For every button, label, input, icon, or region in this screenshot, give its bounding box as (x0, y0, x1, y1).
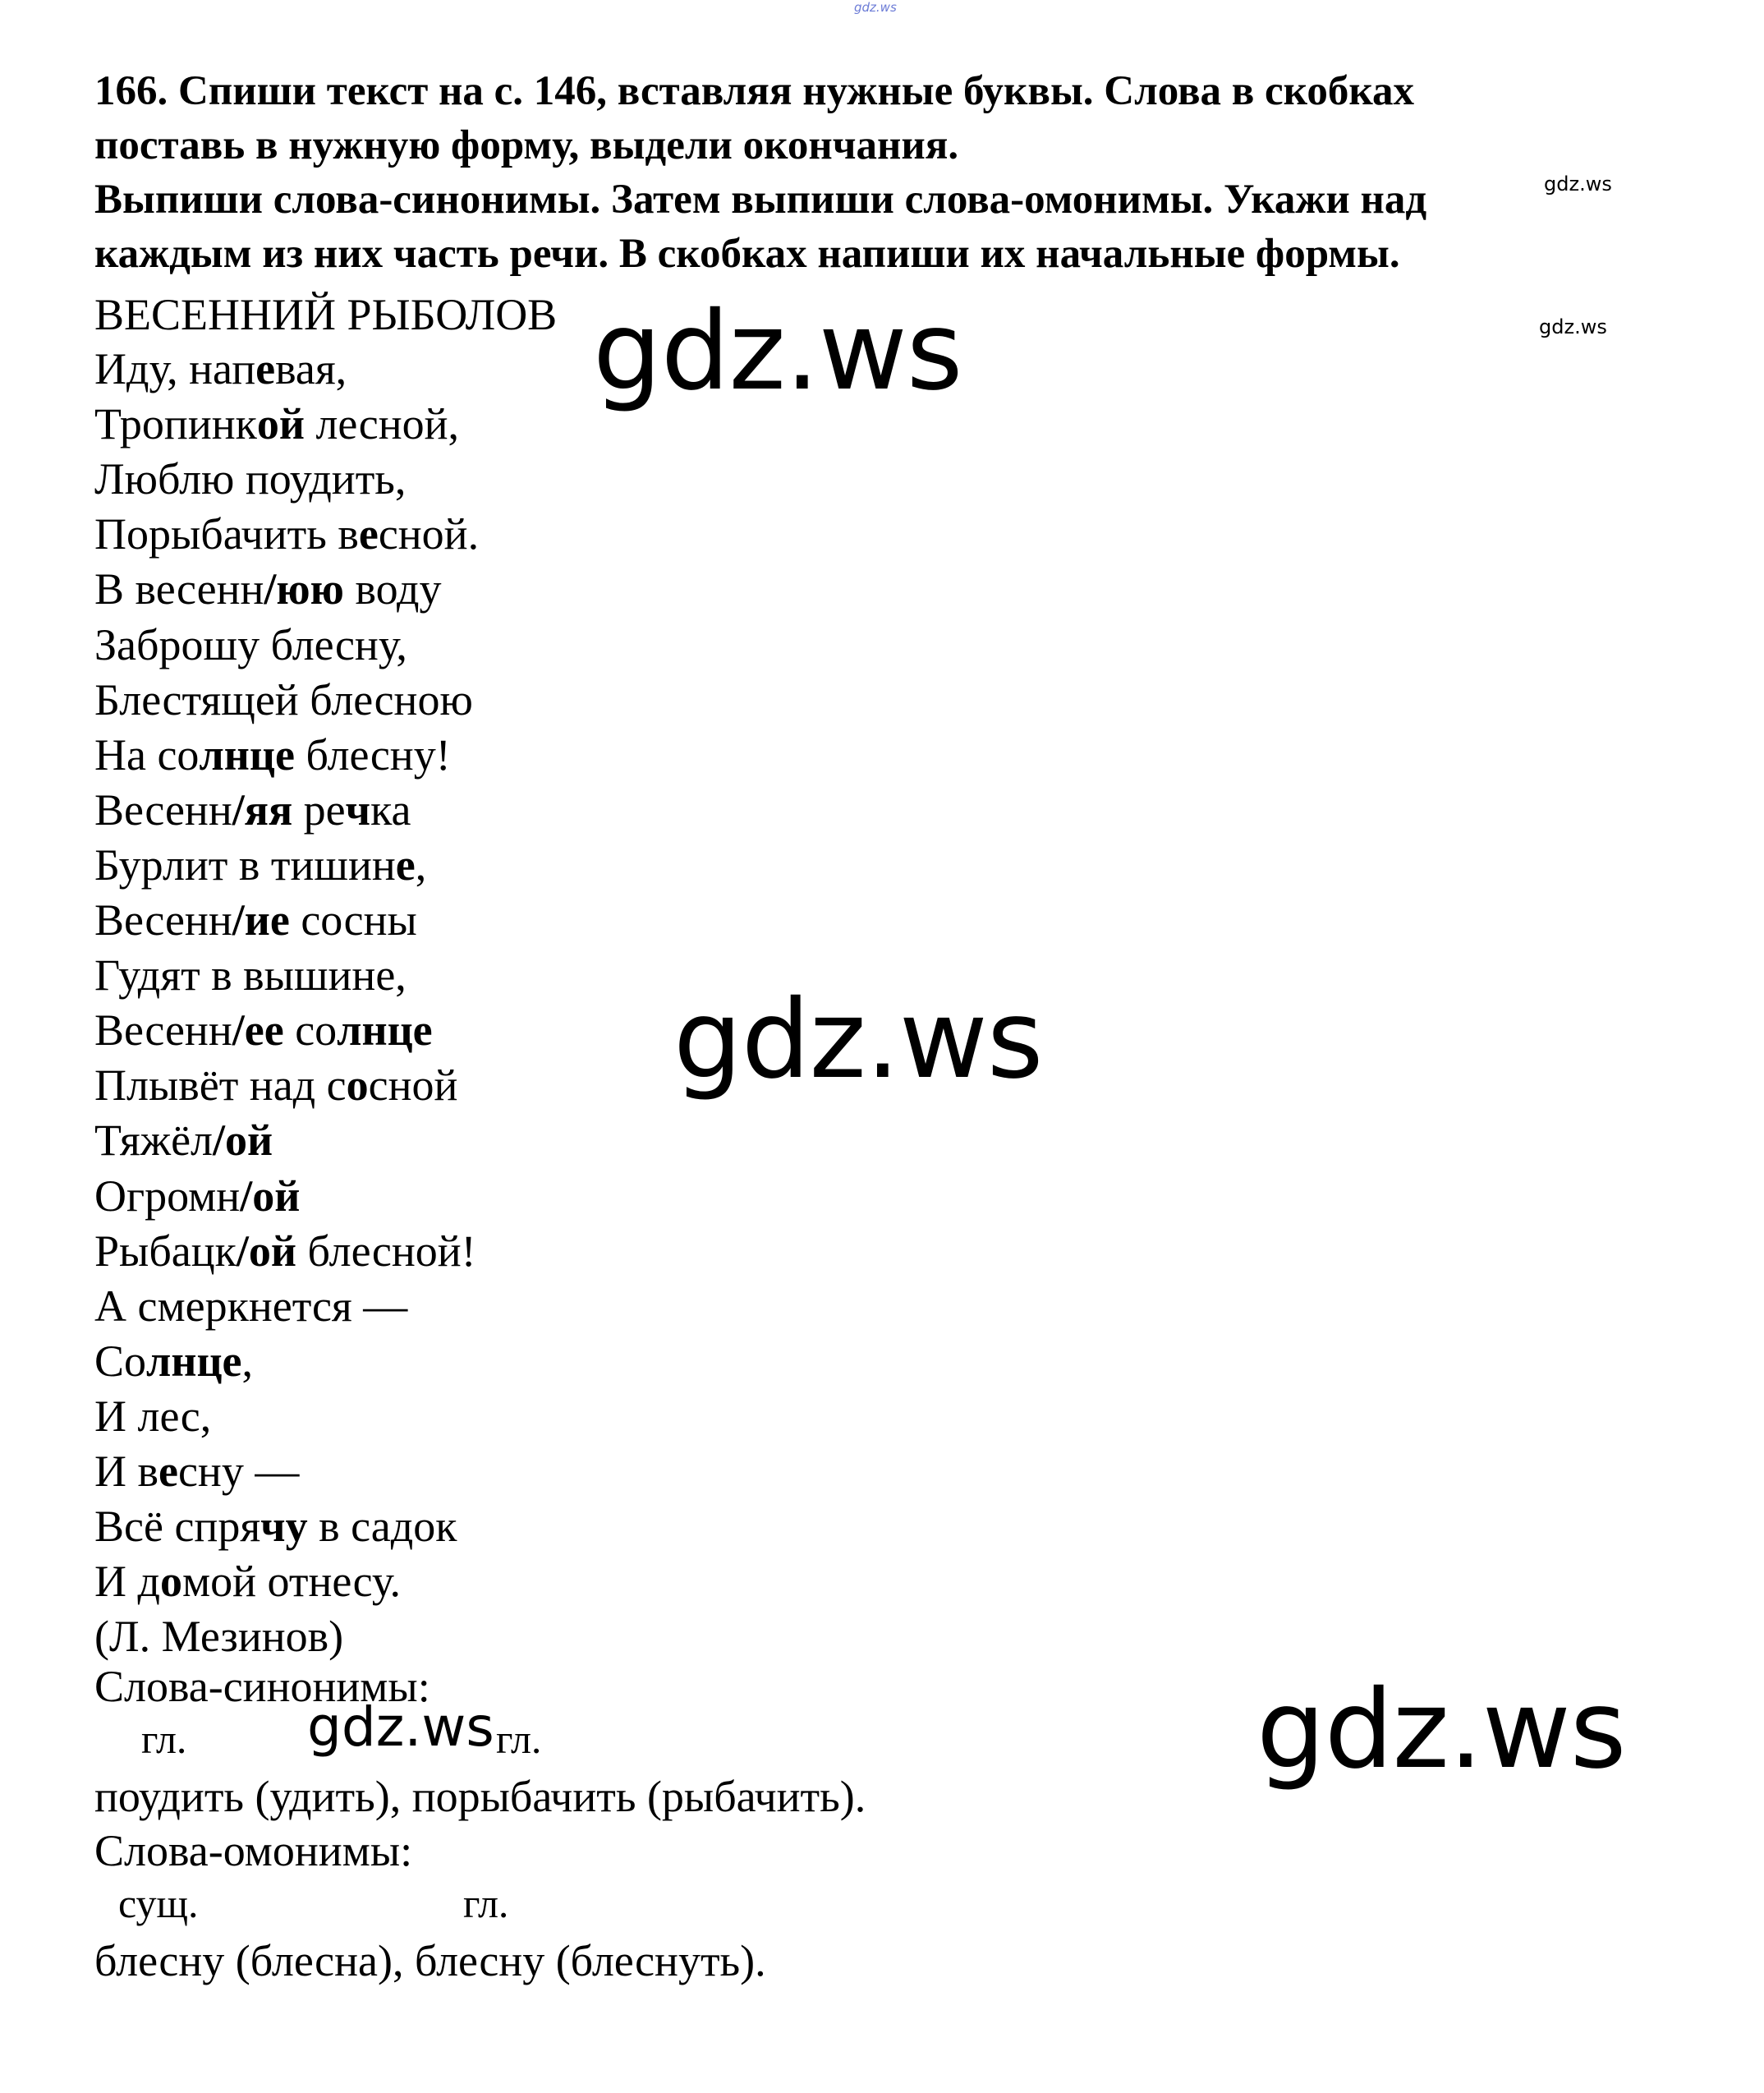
text-segment: лесной, (304, 399, 460, 449)
poem-line (94, 618, 407, 672)
task-line: каждым из них часть речи. В скобках напиши их начальные формы. (94, 231, 1400, 277)
text-segment: И д (94, 1557, 160, 1607)
poem-line (94, 1003, 433, 1057)
part-of-speech-mark: гл. (141, 1716, 187, 1762)
text-segment: Всё спря (94, 1502, 261, 1552)
poem-line (94, 1058, 457, 1112)
highlighted-letters: /ой (236, 1226, 297, 1276)
task-statement (94, 64, 1671, 281)
text-segment: Весенн (94, 1005, 232, 1056)
text-segment: Иду, нап (94, 344, 256, 393)
poem-line (94, 948, 407, 1002)
task-line: 166. Спиши текст на с. 146, вставляя нужные буквы. Слова в скобках (94, 68, 1414, 114)
watermark-small-2: gdz.ws (1539, 315, 1607, 338)
part-of-speech-mark: гл. (496, 1716, 542, 1762)
poem-line (94, 783, 411, 837)
text-segment: со (283, 1005, 338, 1056)
text-segment: В весенн (94, 564, 264, 614)
text-segment: мой отнесу. (181, 1557, 402, 1607)
highlighted-letters: ч (345, 784, 371, 835)
highlighted-letters: /ие (232, 895, 290, 945)
text-segment: Огромн (94, 1171, 241, 1221)
text-segment: (Л. Мезинов) (94, 1612, 344, 1662)
highlighted-letters: о (159, 1557, 182, 1607)
text-segment: Рыбацк (94, 1226, 237, 1276)
text-segment: Плывёт над с (94, 1060, 347, 1111)
text-segment: Гудят в вышине, (94, 950, 407, 1000)
highlighted-letters: ой (256, 399, 305, 449)
highlighted-letters: е (358, 509, 379, 559)
text-segment: вая, (275, 344, 347, 393)
highlighted-letters: /ой (213, 1116, 273, 1166)
highlighted-letters: лнце (199, 729, 295, 780)
synonyms-heading: Слова-синонимы: (94, 1662, 430, 1711)
part-of-speech-mark: гл. (463, 1880, 509, 1926)
highlighted-letters: е (255, 344, 276, 393)
text-segment: блесной! (296, 1226, 476, 1276)
text-segment: в садок (307, 1502, 457, 1552)
watermark-tiny: gdz.ws (854, 0, 897, 15)
part-of-speech-mark: сущ. (118, 1880, 199, 1926)
text-segment: Порыбачить в (94, 509, 359, 559)
poem-line (94, 838, 426, 892)
text-segment: Со (94, 1336, 147, 1386)
poem-line (94, 1113, 273, 1167)
watermark-medium: gdz.ws (307, 1695, 494, 1759)
poem-line (94, 1609, 343, 1663)
text-segment: воду (343, 564, 442, 614)
highlighted-letters: /ой (240, 1171, 301, 1221)
poem-line (94, 452, 406, 506)
poem-line (94, 1499, 457, 1553)
highlighted-letters: е (395, 840, 416, 890)
poem-line (94, 507, 479, 561)
text-segment: Люблю поудить, (94, 454, 407, 504)
poem-line (94, 1334, 253, 1388)
text-segment: сосны (289, 895, 417, 945)
highlighted-letters: лнце (337, 1005, 433, 1056)
highlighted-letters: лнце (146, 1336, 242, 1386)
text-segment: На со (94, 729, 200, 780)
poem-line (94, 1444, 299, 1498)
task-line: Выпиши слова-синонимы. Затем выпиши слова-омонимы. Укажи над (94, 177, 1427, 223)
watermark-large-3: gdz.ws (1256, 1667, 1626, 1793)
text-segment: Заброшу блесну, (94, 619, 407, 669)
text-segment: И в (94, 1447, 158, 1496)
homonyms-answer: блесну (блесна), блесну (блеснуть). (94, 1936, 766, 1985)
poem-line (94, 397, 459, 451)
poem-line (94, 673, 473, 727)
text-segment: ка (370, 784, 411, 835)
text-segment: сной (368, 1060, 458, 1111)
text-segment: Весенн (94, 895, 232, 945)
text-segment: Тяжёл (94, 1116, 213, 1166)
text-segment: , (415, 840, 427, 890)
text-segment: Бурлит в тишин (94, 840, 396, 890)
highlighted-letters: чу (260, 1502, 308, 1552)
watermark-large-1: gdz.ws (593, 288, 962, 415)
text-segment: блесну! (294, 729, 451, 780)
poem-line (94, 1554, 401, 1608)
text-segment: сну — (177, 1447, 300, 1496)
highlighted-letters: о (346, 1060, 369, 1111)
watermark-large-2: gdz.ws (673, 977, 1043, 1103)
poem-line (94, 342, 347, 396)
text-segment: ре (292, 784, 346, 835)
watermark-small-1: gdz.ws (1544, 172, 1612, 196)
highlighted-letters: /яя (232, 784, 293, 835)
text-segment: , (241, 1336, 254, 1386)
poem-line (94, 728, 451, 782)
poem-line (94, 562, 442, 616)
text-segment: И лес, (94, 1391, 212, 1441)
synonyms-answer: поудить (удить), порыбачить (рыбачить). (94, 1772, 866, 1821)
poem-line (94, 893, 417, 947)
text-segment: А смеркнется — (94, 1281, 408, 1331)
poem-line (94, 1279, 407, 1333)
highlighted-letters: е (158, 1447, 178, 1496)
homonyms-heading: Слова-омонимы: (94, 1826, 413, 1875)
poem-line (94, 1389, 211, 1443)
text-segment: Блестящей блесною (94, 674, 473, 724)
text-segment: Весенн (94, 784, 232, 835)
highlighted-letters: /юю (264, 564, 344, 614)
poem-title: ВЕСЕННИЙ РЫБОЛОВ (94, 290, 558, 339)
text-segment: Тропинк (94, 399, 257, 449)
poem-line (94, 1169, 300, 1223)
highlighted-letters: /ее (232, 1005, 284, 1056)
text-segment: сной. (378, 509, 480, 559)
task-line: поставь в нужную форму, выдели окончания. (94, 122, 959, 168)
poem-line (94, 1224, 476, 1278)
